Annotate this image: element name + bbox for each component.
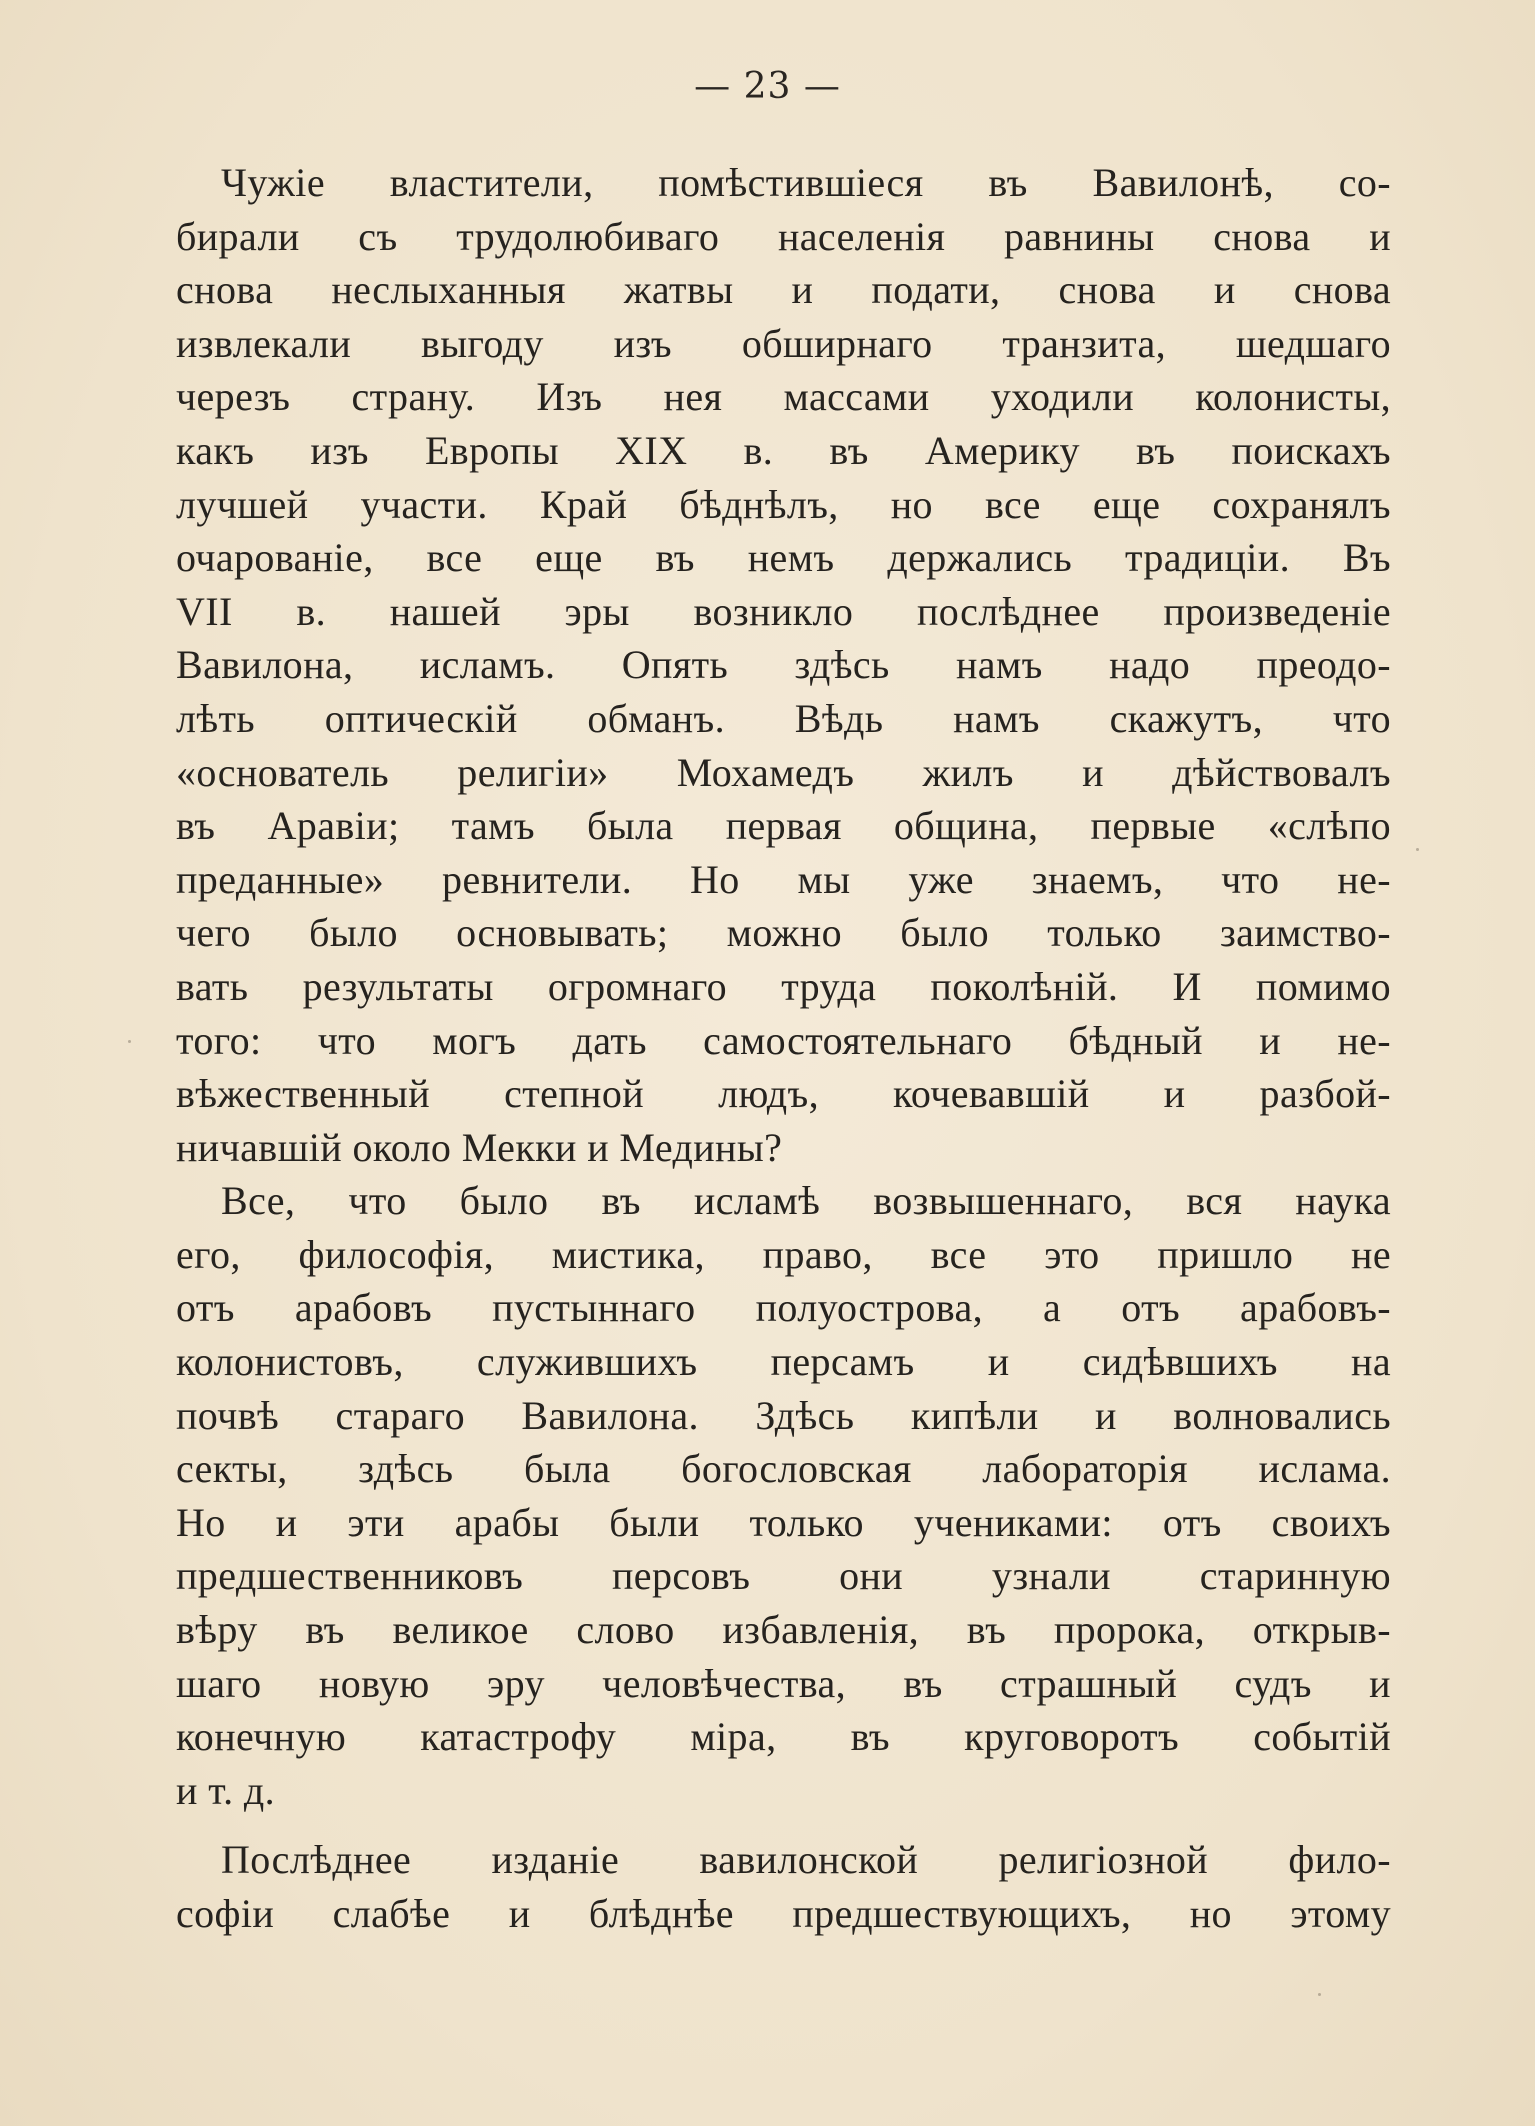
text-line: «основатель религіи» Мохамедъ жилъ и дѣйствовалъ bbox=[176, 749, 1391, 795]
text-line: какъ изъ Европы XIX в. въ Америку въ поискахъ bbox=[176, 427, 1391, 473]
text-line: Вавилона, исламъ. Опять здѣсь намъ надо преодо- bbox=[176, 642, 1391, 688]
text-line: Все, что было въ исламѣ возвышеннаго, вся наука bbox=[221, 1178, 1391, 1224]
text-line: софіи слабѣе и блѣднѣе предшествующихъ, но этому bbox=[176, 1891, 1391, 1936]
text-line: того: что могъ дать самостоятельнаго бѣдный и не- bbox=[176, 1017, 1391, 1063]
paragraph-2 bbox=[176, 1174, 1391, 1817]
text-line: Но и эти арабы были только учениками: отъ своихъ bbox=[176, 1499, 1391, 1545]
text-line: преданные» ревнители. Но мы уже знаемъ, что не- bbox=[176, 856, 1391, 902]
text-line: предшественниковъ персовъ они узнали старинную bbox=[176, 1553, 1391, 1599]
text-line: очарованіе, все еще въ немъ держались традиціи. Въ bbox=[176, 535, 1391, 581]
text-line: чего было основывать; можно было только заимство- bbox=[176, 910, 1391, 956]
text-line: вѣжественный степной людъ, кочевавшій и разбой- bbox=[176, 1071, 1391, 1117]
paper-speck bbox=[128, 1040, 131, 1043]
text-line: снова неслыханныя жатвы и подати, снова и снова bbox=[176, 267, 1391, 313]
page-number: — 23 — bbox=[694, 66, 841, 107]
paper-speck bbox=[1416, 848, 1419, 851]
text-line: лучшей участи. Край бѣднѣлъ, но все еще сохранялъ bbox=[176, 481, 1391, 527]
text-line: секты, здѣсь была богословская лабораторія ислама. bbox=[176, 1446, 1391, 1492]
paragraph-1 bbox=[176, 156, 1391, 1174]
body-text bbox=[176, 156, 1391, 1941]
text-line: лѣть оптическій обманъ. Вѣдь намъ скажутъ, что bbox=[176, 695, 1391, 741]
paragraph-3 bbox=[176, 1833, 1391, 1940]
text-line: въ Аравіи; тамъ была первая община, первые «слѣпо bbox=[176, 803, 1391, 849]
text-line: ничавшій около Мекки и Медины? bbox=[176, 1124, 783, 1170]
text-line: вѣру въ великое слово избавленія, въ пророка, открыв- bbox=[176, 1607, 1391, 1653]
text-line: шаго новую эру человѣчества, въ страшный судъ и bbox=[176, 1660, 1391, 1706]
paper-speck bbox=[1318, 1993, 1321, 1996]
text-line: его, философія, мистика, право, все это пришло не bbox=[176, 1231, 1391, 1277]
text-line: Чужіе властители, помѣстившіеся въ Вавилонѣ, со- bbox=[221, 160, 1391, 205]
text-line: колонистовъ, служившихъ персамъ и сидѣвшихъ на bbox=[176, 1339, 1391, 1385]
text-line: почвѣ стараго Вавилона. Здѣсь кипѣли и волновались bbox=[176, 1392, 1391, 1438]
text-line: черезъ страну. Изъ нея массами уходили колонисты, bbox=[176, 374, 1391, 420]
text-line: отъ арабовъ пустыннаго полуострова, а отъ арабовъ- bbox=[176, 1285, 1391, 1331]
text-line: извлекали выгоду изъ обширнаго транзита, шедшаго bbox=[176, 320, 1391, 366]
text-line: вать результаты огромнаго труда поколѣній. И помимо bbox=[176, 963, 1391, 1009]
text-line: конечную катастрофу міра, въ круговоротъ событій bbox=[176, 1714, 1391, 1760]
text-line: бирали съ трудолюбиваго населенія равнины снова и bbox=[176, 213, 1391, 259]
text-line: Послѣднее изданіе вавилонской религіозной фило- bbox=[221, 1837, 1391, 1883]
text-line: и т. д. bbox=[176, 1767, 276, 1813]
paragraph-spacer bbox=[176, 1817, 1391, 1833]
text-line: VII в. нашей эры возникло послѣднее произведеніе bbox=[176, 588, 1391, 634]
